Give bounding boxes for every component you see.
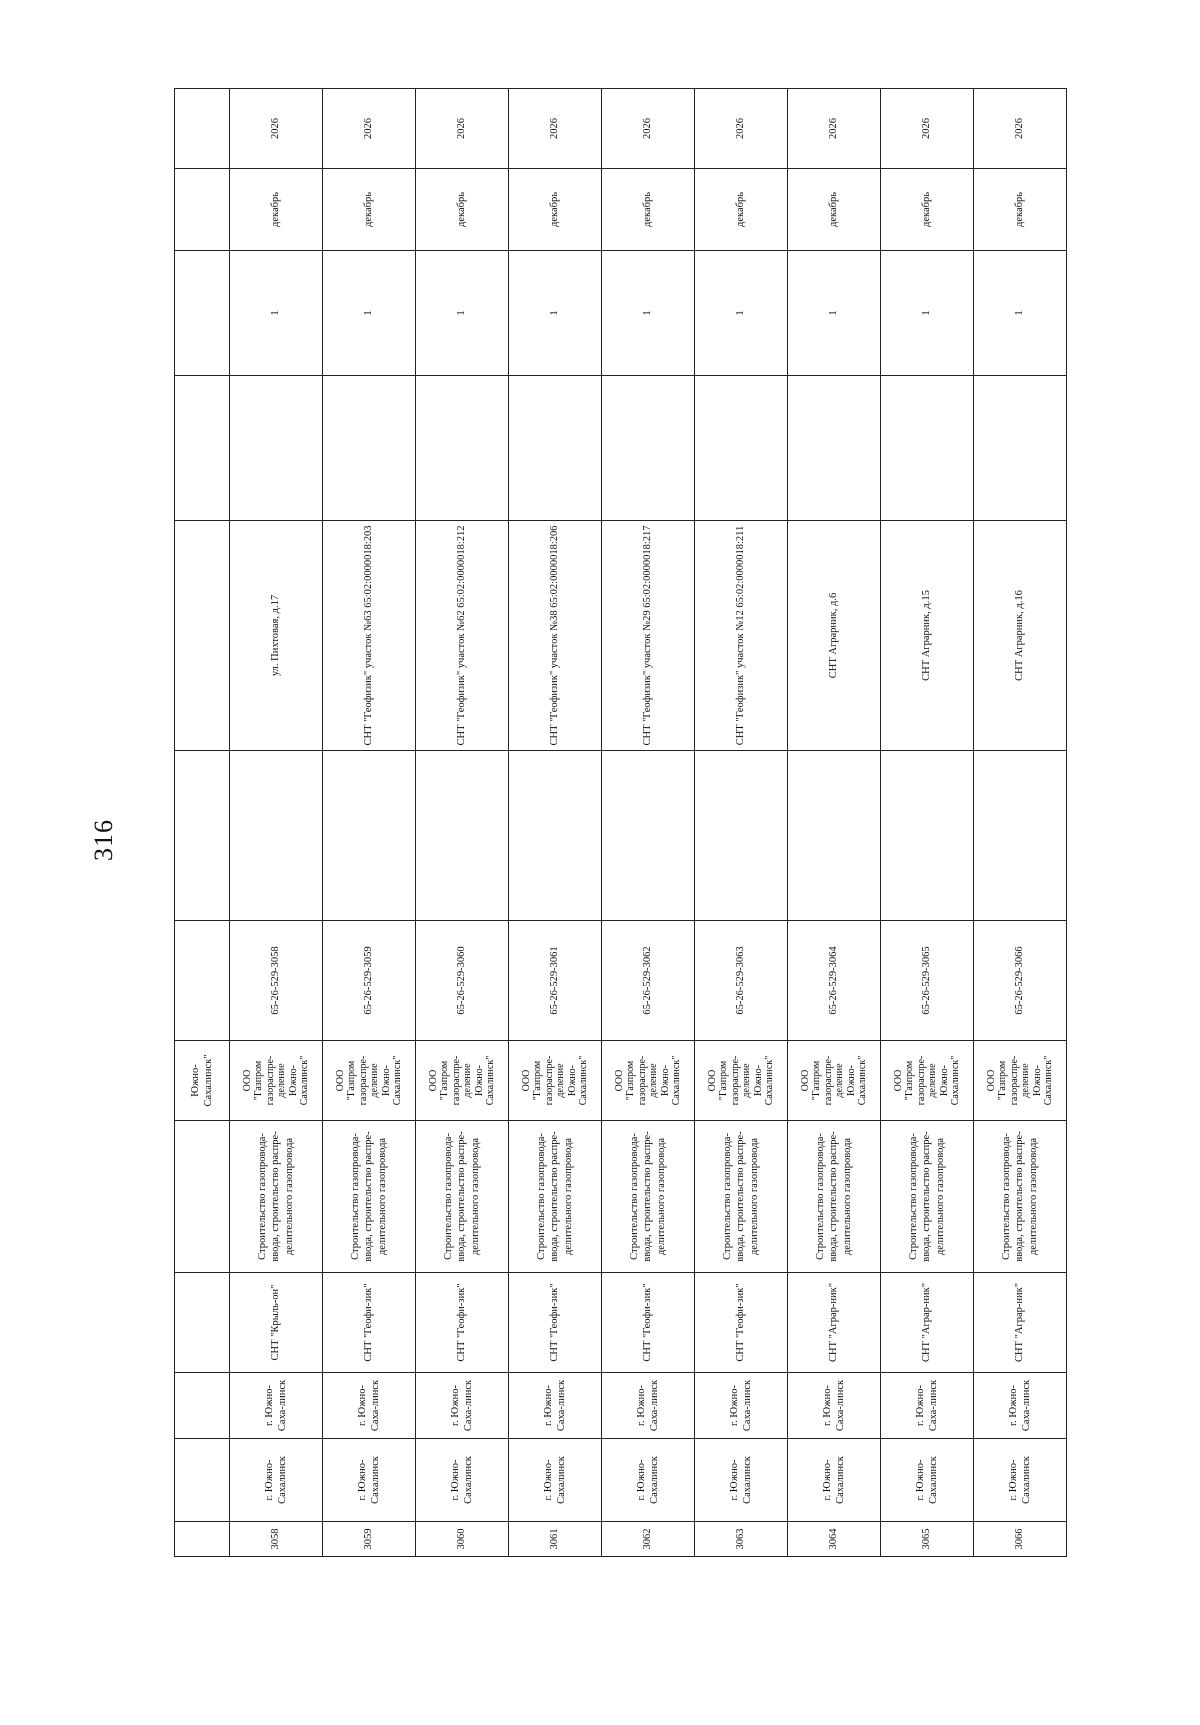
month-cell: декабрь <box>974 169 1067 251</box>
snt-cell: СНТ "Геофи-зик" <box>416 1273 509 1373</box>
row-number: 3063 <box>695 1522 788 1557</box>
year-cell: 2026 <box>974 89 1067 169</box>
blank-cell <box>788 751 881 921</box>
owner-cell: ООО "Газпром газораспре- деление Южно- Сахалинск" <box>695 1041 788 1121</box>
year-cell: 2026 <box>695 89 788 169</box>
table-row <box>230 89 323 1557</box>
month-cell: декабрь <box>881 169 974 251</box>
district-cell: г. Южно-Саха-линск <box>881 1373 974 1439</box>
table-row <box>695 89 788 1557</box>
work-description-cell: Строительство газопровода-ввода, строительство распре-делительного газопровода <box>974 1121 1067 1273</box>
work-description-cell: Строительство газопровода-ввода, строительство распре-делительного газопровода <box>788 1121 881 1273</box>
city-cell: г. Южно-Сахалинск <box>788 1439 881 1522</box>
district-cell: г. Южно-Саха-линск <box>509 1373 602 1439</box>
table-row <box>509 89 602 1557</box>
year-cell: 2026 <box>602 89 695 169</box>
empty-cell <box>881 376 974 521</box>
month-cell: декабрь <box>416 169 509 251</box>
owner-cell: ООО "Газпром газораспре- деление Южно- Сахалинск" <box>788 1041 881 1121</box>
blank-cell <box>974 751 1067 921</box>
table-row <box>881 89 974 1557</box>
quantity-cell: 1 <box>416 251 509 376</box>
district-cell: г. Южно-Саха-линск <box>602 1373 695 1439</box>
blank-cell <box>881 751 974 921</box>
address-cell: СНТ "Геофизик" участок №62 65:02:0000018:212 <box>416 521 509 751</box>
blank-cell <box>695 751 788 921</box>
object-code-cell: 65-26-529-3061 <box>509 921 602 1041</box>
object-code-cell: 65-26-529-3064 <box>788 921 881 1041</box>
work-description-cell: Строительство газопровода-ввода, строительство распре-делительного газопровода <box>323 1121 416 1273</box>
empty-cell <box>509 376 602 521</box>
empty-cell <box>788 376 881 521</box>
object-code-cell: 65-26-529-3060 <box>416 921 509 1041</box>
header-row <box>175 89 230 1557</box>
page-number-text: 316 <box>89 819 118 861</box>
work-description-cell: Строительство газопровода-ввода, строительство распре-делительного газопровода <box>416 1121 509 1273</box>
blank-cell <box>230 751 323 921</box>
work-description-cell: Строительство газопровода-ввода, строительство распре-делительного газопровода <box>881 1121 974 1273</box>
blank-cell <box>416 751 509 921</box>
row-number: 3064 <box>788 1522 881 1557</box>
city-cell: г. Южно-Сахалинск <box>230 1439 323 1522</box>
address-cell: СНТ Аграрник, д.6 <box>788 521 881 751</box>
table-row <box>323 89 416 1557</box>
empty-cell <box>695 376 788 521</box>
district-cell: г. Южно-Саха-линск <box>788 1373 881 1439</box>
object-code-cell: 65-26-529-3063 <box>695 921 788 1041</box>
blank-cell <box>323 751 416 921</box>
owner-cell: ООО "Газпром газораспре- деление Южно- Сахалинск" <box>230 1041 323 1121</box>
district-cell: г. Южно-Саха-линск <box>323 1373 416 1439</box>
row-number: 3062 <box>602 1522 695 1557</box>
object-code-cell: 65-26-529-3058 <box>230 921 323 1041</box>
blank-cell <box>509 751 602 921</box>
month-cell: декабрь <box>602 169 695 251</box>
registry-table <box>174 88 1067 1557</box>
year-cell: 2026 <box>416 89 509 169</box>
snt-cell: СНТ "Геофи-зик" <box>509 1273 602 1373</box>
quantity-cell: 1 <box>974 251 1067 376</box>
page-number <box>84 810 124 870</box>
empty-cell <box>323 376 416 521</box>
address-cell: СНТ "Геофизик" участок №63 65:02:0000018:203 <box>323 521 416 751</box>
month-cell: декабрь <box>788 169 881 251</box>
city-cell: г. Южно-Сахалинск <box>323 1439 416 1522</box>
quantity-cell: 1 <box>602 251 695 376</box>
month-cell: декабрь <box>323 169 416 251</box>
owner-cell: ООО "Газпром газораспре- деление Южно- Сахалинск" <box>602 1041 695 1121</box>
district-cell: г. Южно-Саха-линск <box>416 1373 509 1439</box>
table-row <box>416 89 509 1557</box>
row-number: 3065 <box>881 1522 974 1557</box>
district-cell: г. Южно-Саха-линск <box>695 1373 788 1439</box>
blank-cell <box>602 751 695 921</box>
quantity-cell: 1 <box>230 251 323 376</box>
month-cell: декабрь <box>509 169 602 251</box>
work-description-cell: Строительство газопровода-ввода, строительство распре-делительного газопровода <box>602 1121 695 1273</box>
address-cell: СНТ "Геофизик" участок №38 65:02:0000018:206 <box>509 521 602 751</box>
snt-cell: СНТ "Геофи-зик" <box>323 1273 416 1373</box>
table-row <box>788 89 881 1557</box>
city-cell: г. Южно-Сахалинск <box>974 1439 1067 1522</box>
work-description-cell: Строительство газопровода-ввода, строительство распре-делительного газопровода <box>230 1121 323 1273</box>
year-cell: 2026 <box>509 89 602 169</box>
year-cell: 2026 <box>230 89 323 169</box>
city-cell: г. Южно-Сахалинск <box>509 1439 602 1522</box>
month-cell: декабрь <box>695 169 788 251</box>
registry-table-rotated <box>174 89 1054 1557</box>
empty-cell <box>974 376 1067 521</box>
empty-cell <box>416 376 509 521</box>
snt-cell: СНТ "Аграр-ник" <box>788 1273 881 1373</box>
row-number: 3059 <box>323 1522 416 1557</box>
work-description-cell: Строительство газопровода-ввода, строительство распре-делительного газопровода <box>695 1121 788 1273</box>
quantity-cell: 1 <box>695 251 788 376</box>
district-cell: г. Южно-Саха-линск <box>974 1373 1067 1439</box>
object-code-cell: 65-26-529-3059 <box>323 921 416 1041</box>
year-cell: 2026 <box>881 89 974 169</box>
empty-cell <box>602 376 695 521</box>
owner-cell: ООО "Газпром газораспре- деление Южно- Сахалинск" <box>974 1041 1067 1121</box>
object-code-cell: 65-26-529-3062 <box>602 921 695 1041</box>
quantity-cell: 1 <box>788 251 881 376</box>
city-cell: г. Южно-Сахалинск <box>602 1439 695 1522</box>
snt-cell: СНТ "Крыль-он" <box>230 1273 323 1373</box>
year-cell: 2026 <box>323 89 416 169</box>
table-row <box>602 89 695 1557</box>
snt-cell: СНТ "Аграр-ник" <box>974 1273 1067 1373</box>
city-cell: г. Южно-Сахалинск <box>695 1439 788 1522</box>
owner-cell: ООО "Газпром газораспре- деление Южно- Сахалинск" <box>323 1041 416 1121</box>
year-cell: 2026 <box>788 89 881 169</box>
quantity-cell: 1 <box>881 251 974 376</box>
owner-cell: ООО "Газпром газораспре- деление Южно- Сахалинск" <box>881 1041 974 1121</box>
owner-cell: ООО "Газпром газораспре- деление Южно- Сахалинск" <box>509 1041 602 1121</box>
row-number: 3066 <box>974 1522 1067 1557</box>
city-cell: г. Южно-Сахалинск <box>416 1439 509 1522</box>
snt-cell: СНТ "Геофи-зик" <box>602 1273 695 1373</box>
snt-cell: СНТ "Геофи-зик" <box>695 1273 788 1373</box>
address-cell: СНТ Аграрник, д.16 <box>974 521 1067 751</box>
object-code-cell: 65-26-529-3066 <box>974 921 1067 1041</box>
row-number: 3058 <box>230 1522 323 1557</box>
month-cell: декабрь <box>230 169 323 251</box>
address-cell: СНТ Аграрник, д.15 <box>881 521 974 751</box>
city-cell: г. Южно-Сахалинск <box>881 1439 974 1522</box>
row-number: 3061 <box>509 1522 602 1557</box>
owner-cell: ООО "Газпром газораспре- деление Южно- Сахалинск" <box>416 1041 509 1121</box>
work-description-cell: Строительство газопровода-ввода, строительство распре-делительного газопровода <box>509 1121 602 1273</box>
district-cell: г. Южно-Саха-линск <box>230 1373 323 1439</box>
header-owner-fragment: Южно-Сахалинск" <box>175 1041 230 1121</box>
quantity-cell: 1 <box>509 251 602 376</box>
address-cell: СНТ "Геофизик" участок №12 65:02:0000018:211 <box>695 521 788 751</box>
snt-cell: СНТ "Аграр-ник" <box>881 1273 974 1373</box>
empty-cell <box>230 376 323 521</box>
address-cell: СНТ "Геофизик" участок №29 65:02:0000018:217 <box>602 521 695 751</box>
address-cell: ул. Пихтовая, д.17 <box>230 521 323 751</box>
quantity-cell: 1 <box>323 251 416 376</box>
object-code-cell: 65-26-529-3065 <box>881 921 974 1041</box>
table-row <box>974 89 1067 1557</box>
row-number: 3060 <box>416 1522 509 1557</box>
